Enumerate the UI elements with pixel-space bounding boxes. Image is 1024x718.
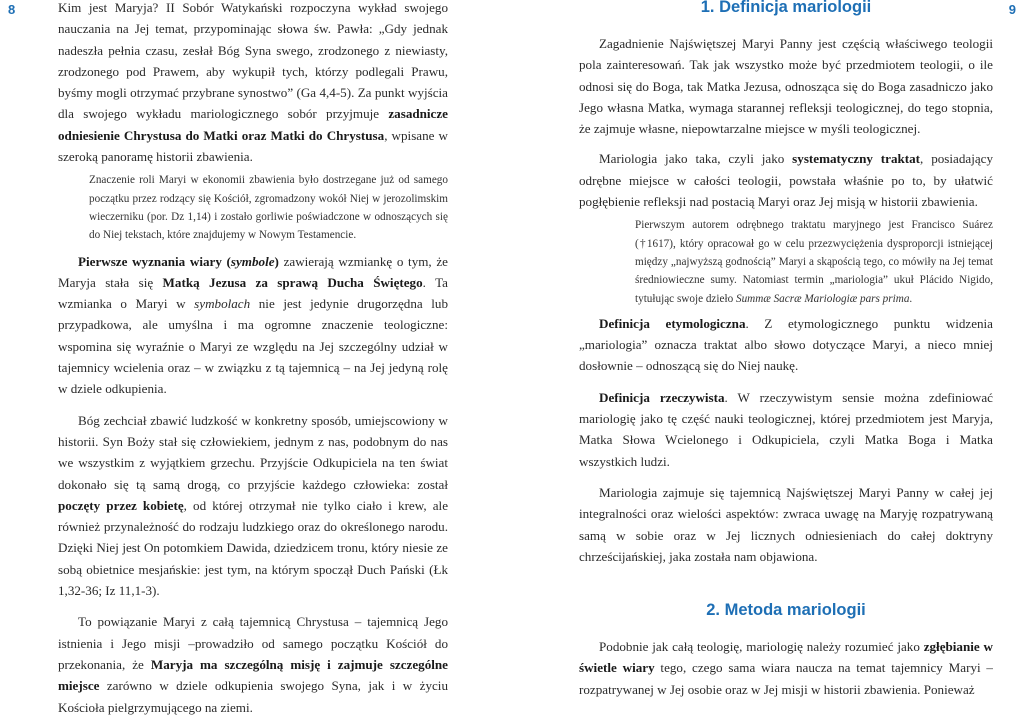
page-number-right: 9 (1008, 2, 1016, 17)
emphasis-text: Matką Jezusa za sprawą Ducha Świętego (162, 274, 423, 290)
emphasis-text: Pierwsze wyznania wiary ( (78, 253, 231, 269)
emphasis-text: Summæ Sacræ Mariologiæ pars prima (735, 292, 910, 305)
heading-definition: 1. Definicja mariologii (700, 0, 872, 16)
emphasis-text: Definicja rzeczywista (599, 389, 725, 405)
emphasis-text: symbolach (194, 296, 251, 312)
paragraph-real-definition: Definicja rzeczywista. W rzeczywistym sensie można zdefiniować mariologię jako tę część nauki teologicznej, której przedmiotem jest Maryja, Matka Słowa Wcielonego i Odkupiciela, czyli Matka Boga i Matka wszystkich ludzi. (579, 389, 993, 469)
emphasis-text: zasadnicze odniesienie Chrystusa do Matki oraz Matki do Chrystusa (58, 106, 448, 143)
heading-method: 2. Metoda mariologii (706, 601, 866, 620)
quote-box-suarez: Pierwszym autorem odrębnego traktatu maryjnego jest Francisco Suárez (†1617), który opracował go w celu przezwyciężenia dysproporcji istniejącej między „najwyższą godnością” Maryi a skąpością tego, co mówiły na Jej temat średniowieczne sumy. Natomiast termin „mariologia” ukuł Plácido Nigido, tytułując swoje dzieło Summæ Sacræ Mariologiæ pars prima. (635, 219, 993, 305)
emphasis-text: Definicja etymologiczna (599, 315, 746, 331)
paragraph-subject: Zagadnienie Najświętszej Maryi Panny jest częścią właściwego teologii pola zainteresowań. Tak jak wszystko może być przedmiotem teologii, o ile odnosi się do Boga, tak Matka Jezusa, odnosząca się do Boga zasadniczo jako Jego własna Matka, wymaga starannej refleksji teologicznej, do tego stopnia, że zajmuje własne, niepowtarzalne miejsce w myśli teologicznej. (579, 36, 993, 137)
page-number-left: 8 (8, 2, 16, 17)
paragraph-systematic: Mariologia jako taka, czyli jako systematyczny traktat, posiadający odrębne miejsce w całości teologii, powstała właśnie po to, by ułatwić pogłębienie refleksji nad postacią Maryi oraz Jej misją w historii zbawienia. (579, 151, 993, 210)
emphasis-text: zgłębianie w świetle wiary (579, 639, 993, 676)
paragraph-intro: Kim jest Maryja? II Sobór Watykański rozpoczyna wykład swojego nauczania na Jej temat, przypominając słowa św. Pawła: „Gdy jednak nadeszła pełnia czasu, zesłał Bóg Syna swego, zrodzonego z niewiasty, zrodzonego pod Prawem, aby wykupił tych, którzy podlegali Prawu, byśmy mogli otrzymać przybrane synostwo” (Ga 4,4-5). Za punkt wyjścia dla swojego wykładu mariologicznego sobór przyjmuje zasadnicze odniesienie Chrystusa do Matki oraz Matki do Chrystusa, wpisane w szeroką panoramę historii zbawienia. (58, 0, 449, 165)
left-page-column (58, 0, 448, 718)
emphasis-text: Maryja ma szczególną misję i zajmuje szczególne miejsce (58, 656, 448, 694)
right-page-column (579, 0, 993, 700)
paragraph-creeds: Pierwsze wyznania wiary (symbole) zawierają wzmiankę o tym, że Maryja stała się Matką Jezusa za sprawą Ducha Świętego. Ta wzmianka o Maryi w symbolach nie jest jedynie drugorzędna lub przypadkowa, ale umyślna i ma ogromne znaczenie teologiczne: wspomina się wyraźnie o Maryi ze względu na Jej szczególny udział w tajemnicy wcielenia oraz – w związku z tą tajemnicą – na Jej jedyną rolę w dziele odkupienia. (58, 253, 448, 397)
paragraph-mission: To powiązanie Maryi z całą tajemnicą Chrystusa – tajemnicą Jego istnienia i Jego misji –prowadziło od samego początku Kościół do przekonania, że Maryja ma szczególną misję i zajmuje szczególne miejsce zarówno w dziele odkupienia swojego Syna, jak i w życiu Kościoła pielgrzymującego na ziemi. (58, 614, 448, 715)
paragraph-integrity: Mariologia zajmuje się tajemnicą Najświętszej Maryi Panny w całej jej integralności oraz wielości aspektów: zwraca uwagę na Maryję rozpatrywaną samą w sobie oraz w Jej licznych odniesieniach do całej doktryny chrześcijańskiej, jaka została nam objawiona. (579, 484, 993, 564)
paragraph-incarnation: Bóg zechciał zbawić ludzkość w konkretny sposób, umiejscowiony w historii. Syn Boży stał się człowiekiem, jednym z nas, podobnym do nas we wszystkim z wyjątkiem grzechu. Przyjście Odkupiciela na ten świat dokonało się tą samą drogą, co przyjście każdego człowieka: został poczęty przez kobietę, od której otrzymał nie tylko ciało i krew, ale również przynależność do rodzaju ludzkiego oraz do określonego narodu. Dzięki Niej jest On potomkiem Dawida, dziedzicem tronu, który niesie ze sobą obietnice mesjańskie: jest tym, na którym spoczął Duch Pański (Łk 1,32-36; Iz 11,1-3). (58, 412, 449, 599)
emphasis-text: symbole (230, 253, 275, 269)
emphasis-text: systematyczny traktat (792, 151, 921, 167)
emphasis-text: poczęty przez kobietę (58, 497, 184, 513)
quote-box-nt-witness: Znaczenie roli Maryi w ekonomii zbawienia było dostrzegane już od samego początku przez rodzący się Kościół, zgromadzony wokół Niej w jerozolimskim wieczerniku (por. Dz 1,14) i zostało gorliwie poświadczone w odnoszących się do Niej tekstach, które znajdujemy w Nowym Testamencie. (89, 174, 448, 242)
paragraph-method: Podobnie jak całą teologię, mariologię należy rozumieć jako zgłębianie w świetle wiary tego, czego sama wiara naucza na temat tajemnicy Maryi – rozpatrywanej w Jej osobie oraz w Jej misji w historii zbawienia. Ponieważ (579, 639, 993, 697)
emphasis-text: ) (274, 253, 279, 269)
paragraph-etymological: Definicja etymologiczna. Z etymologicznego punktu widzenia „mariologia” oznacza traktat albo słowo dotyczące Maryi, a nieco mniej dosłownie – odnoszącą się do Niej naukę. (579, 315, 993, 374)
